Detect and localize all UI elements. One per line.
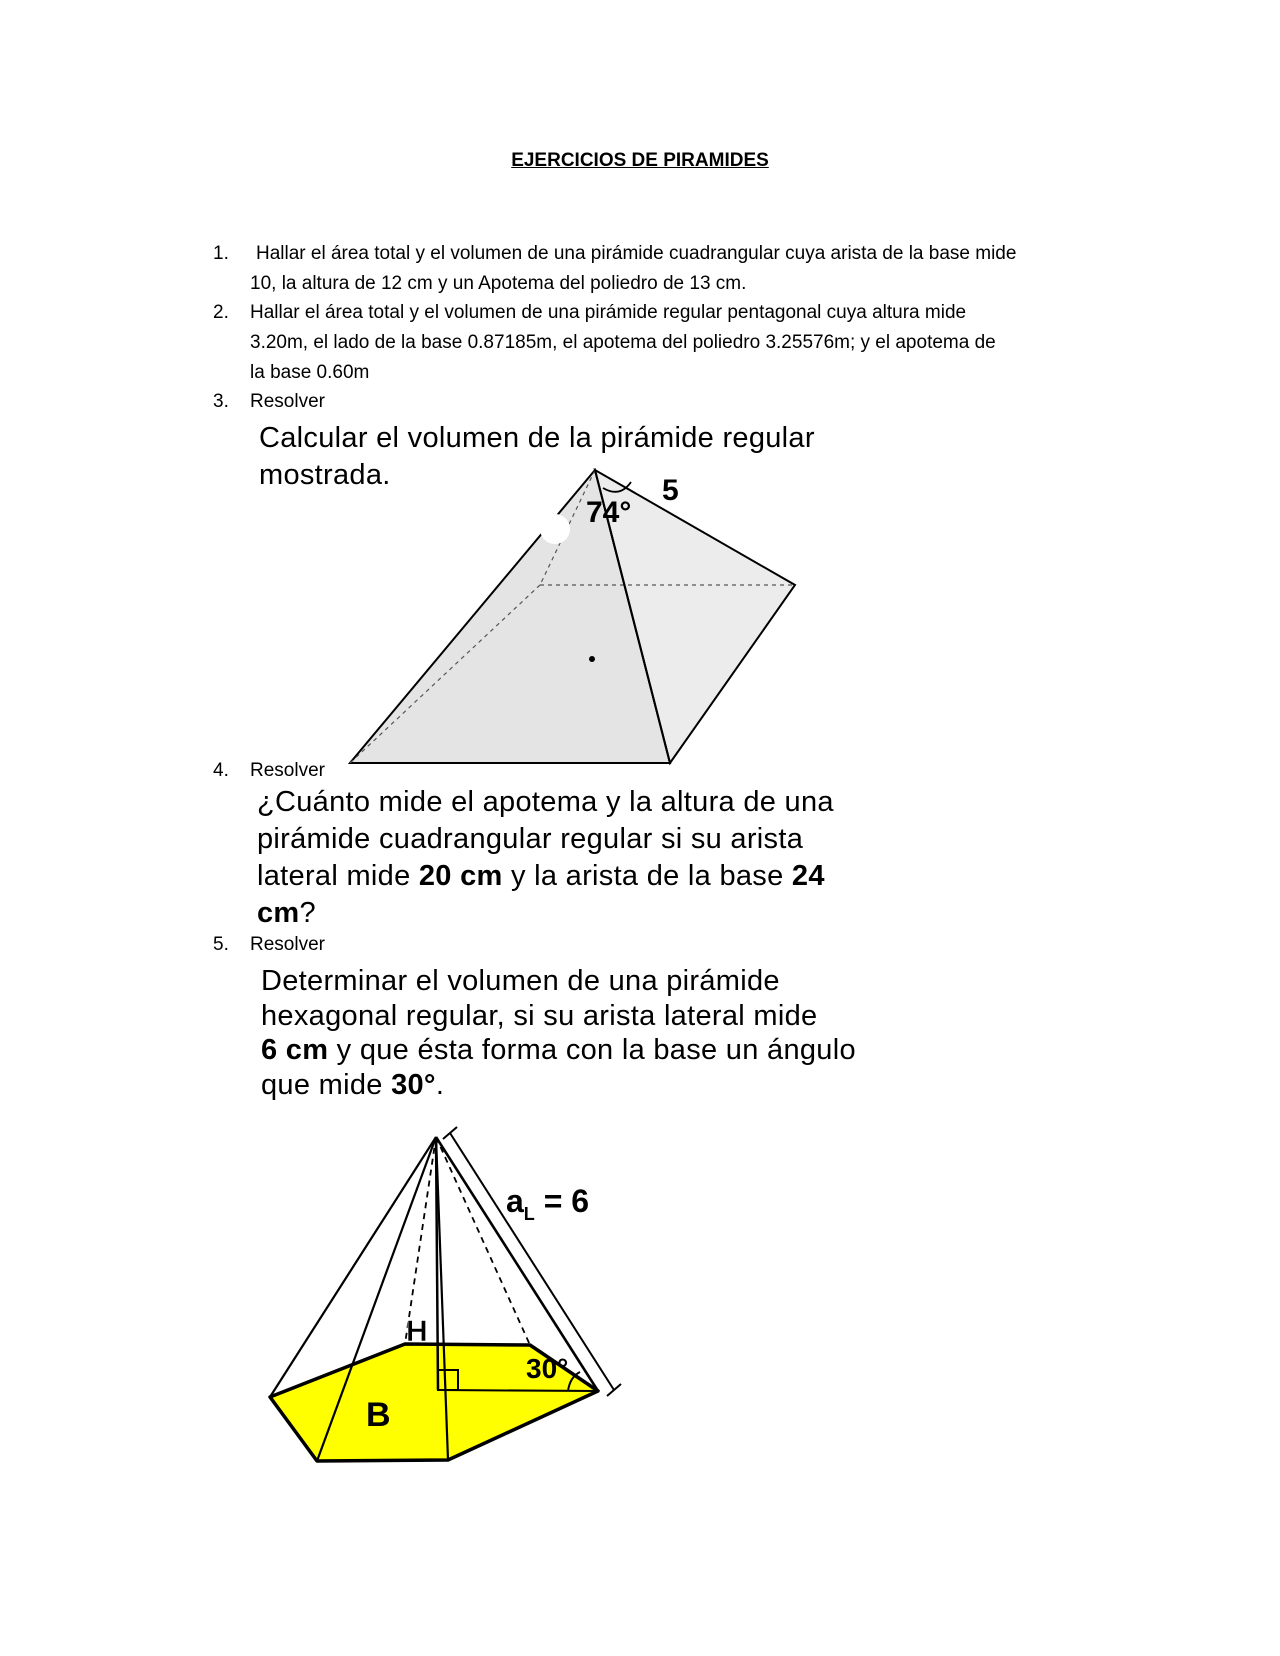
exercise-5-problem-line-2: hexagonal regular, si su arista lateral mide: [261, 1000, 818, 1032]
exercise-3-problem-line-2: mostrada.: [259, 459, 391, 491]
exercise-4-number: 4.: [213, 760, 229, 781]
bold-value-6cm: 6 cm: [261, 1034, 329, 1066]
base-radius-line: [438, 1390, 598, 1391]
exercise-5-problem-line-3: [261, 1034, 856, 1067]
exercise-2-line-1: Hallar el área total y el volumen de una pirámide regular pentagonal cuya altura mide: [250, 302, 967, 323]
label-equals-6: = 6: [534, 1183, 590, 1219]
dimension-tick-bottom: [607, 1384, 621, 1396]
bold-value-30deg: 30°: [391, 1069, 436, 1101]
exercise-5-label: Resolver: [250, 934, 325, 955]
light-spot: [540, 514, 570, 544]
text-segment: y la arista de la base: [502, 860, 792, 892]
center-dot: [589, 656, 595, 662]
question-mark: ?: [299, 897, 316, 929]
exercise-5-problem-line-4: [261, 1069, 444, 1102]
exercise-4-problem-line-4: [257, 897, 316, 930]
text-segment: lateral mide: [257, 860, 419, 892]
text-segment: y que ésta forma con la base un ángulo: [328, 1034, 856, 1066]
exercise-1-number: 1.: [213, 243, 229, 264]
lateral-edge-label: [506, 1183, 589, 1224]
exercise-1-line-1: Hallar el área total y el volumen de una pirámide cuadrangular cuya arista de la base mide: [256, 243, 1017, 264]
exercise-4-problem-line-3: [257, 860, 825, 893]
hidden-edge-1: [405, 1137, 436, 1344]
exercise-2-number: 2.: [213, 302, 229, 323]
exercise-2-line-2: 3.20m, el lado de la base 0.87185m, el apotema del poliedro 3.25576m; y el apotema de: [250, 332, 996, 353]
exercise-1-line-2: 10, la altura de 12 cm y un Apotema del poliedro de 13 cm.: [250, 273, 747, 294]
hexagonal-pyramid-figure: [260, 1125, 630, 1480]
exercise-4-label: Resolver: [250, 760, 325, 781]
bold-value-24: 24: [791, 860, 825, 892]
label-a: a: [506, 1183, 524, 1219]
exercise-3-problem-line-1: Calcular el volumen de la pirámide regular: [259, 422, 815, 454]
angle-label-74: 74°: [586, 496, 632, 529]
edge-label-5: 5: [662, 474, 679, 507]
exercise-5-number: 5.: [213, 934, 229, 955]
label-subscript-l: L: [523, 1204, 535, 1224]
page-title: EJERCICIOS DE PIRAMIDES: [511, 150, 769, 171]
exercise-2-line-3: la base 0.60m: [250, 362, 370, 383]
square-pyramid-figure: [330, 460, 800, 770]
exercise-4-problem-line-1: ¿Cuánto mide el apotema y la altura de una: [257, 786, 834, 818]
height-label-H: H: [406, 1315, 428, 1348]
dimension-tick-top: [443, 1127, 457, 1139]
exercise-4-problem-line-2: pirámide cuadrangular regular si su arista: [257, 823, 804, 855]
exercise-3-number: 3.: [213, 391, 229, 412]
period: .: [435, 1069, 445, 1101]
hidden-edge-2: [436, 1137, 530, 1345]
text-segment: que mide: [261, 1069, 392, 1101]
bold-value-20cm: 20 cm: [418, 860, 503, 892]
exercise-3-label: Resolver: [250, 391, 325, 412]
exercise-5-problem-line-1: Determinar el volumen de una pirámide: [261, 965, 780, 997]
angle-label-30: 30°: [526, 1353, 569, 1384]
base-label-B: B: [366, 1396, 391, 1434]
bold-unit-cm: cm: [257, 897, 300, 929]
